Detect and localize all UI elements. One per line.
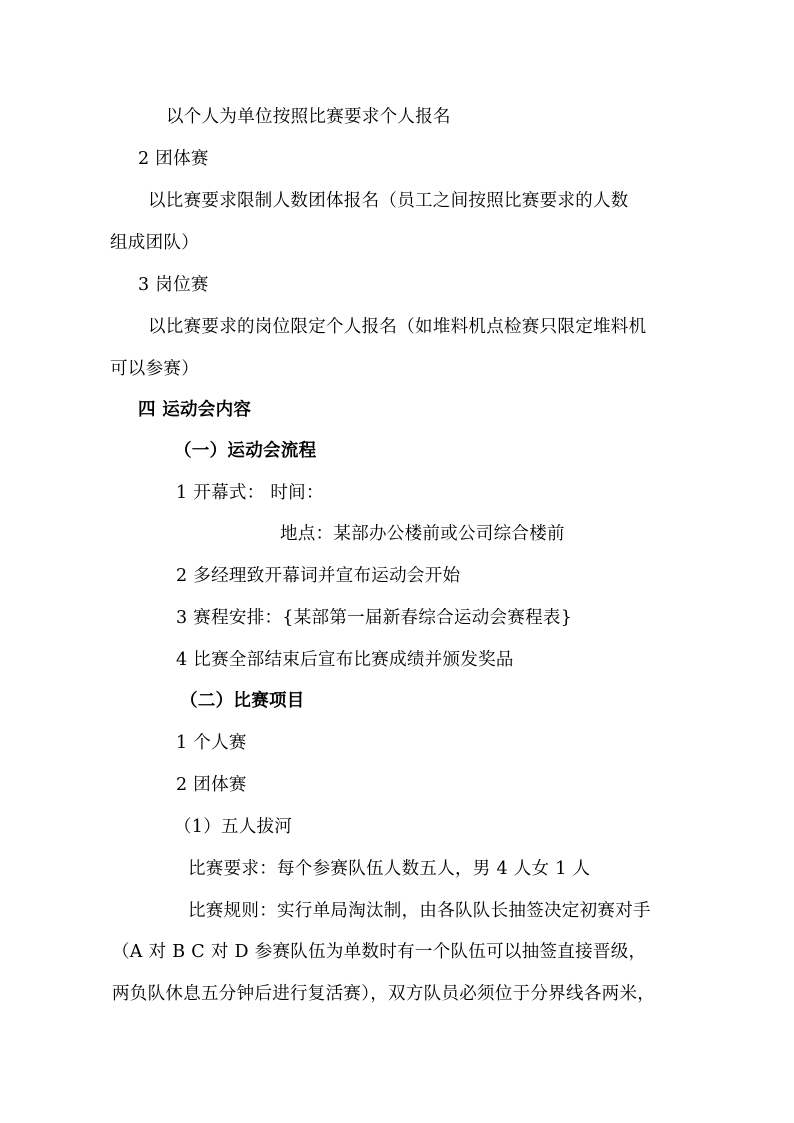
paragraph-post-registration-continued: 可以参赛） <box>110 359 199 379</box>
item-opening-ceremony-location: 地点：某部办公楼前或公司综合楼前 <box>280 524 565 544</box>
section-heading-sports-content: 四 运动会内容 <box>138 400 252 420</box>
item-opening-ceremony-time: 1 开幕式： 时间： <box>176 483 324 503</box>
paragraph-tug-of-war-requirements: 比赛要求：每个参赛队伍人数五人，男 4 人女 1 人 <box>188 859 591 879</box>
paragraph-tug-of-war-rules-continued: （A 对 B C 对 D 参赛队伍为单数时有一个队伍可以抽签直接晋级， <box>112 942 647 962</box>
heading-post-competition: 3 岗位赛 <box>138 275 209 295</box>
paragraph-team-registration-continued: 组成团队） <box>110 233 199 253</box>
item-five-person-tug-of-war: （1）五人拔河 <box>174 817 293 837</box>
paragraph-tug-of-war-rules: 比赛规则：实行单局淘汰制，由各队队长抽签决定初赛对手 <box>188 901 651 921</box>
paragraph-individual-registration: 以个人为单位按照比赛要求个人报名 <box>166 107 451 127</box>
heading-team-competition: 2 团体赛 <box>138 149 209 169</box>
subsection-heading-competition-items: （二）比赛项目 <box>180 691 305 711</box>
paragraph-team-registration: 以比赛要求限制人数团体报名（员工之间按照比赛要求的人数 <box>148 191 629 211</box>
paragraph-tug-of-war-rules-final-line: 两负队休息五分钟后进行复活赛），双方队员必须位于分界线各两米， <box>112 984 656 1004</box>
paragraph-post-registration: 以比赛要求的岗位限定个人报名（如堆料机点检赛只限定堆料机 <box>148 317 647 337</box>
item-results-and-awards: 4 比赛全部结束后宣布比赛成绩并颁发奖品 <box>176 650 514 670</box>
item-schedule-arrangement: 3 赛程安排：{某部第一届新春综合运动会赛程表} <box>176 608 573 628</box>
item-manager-opening-speech: 2 多经理致开幕词并宣布运动会开始 <box>176 566 461 586</box>
subsection-heading-event-process: （一）运动会流程 <box>174 441 317 461</box>
item-team-competition: 2 团体赛 <box>176 775 247 795</box>
item-individual-competition: 1 个人赛 <box>176 733 247 753</box>
